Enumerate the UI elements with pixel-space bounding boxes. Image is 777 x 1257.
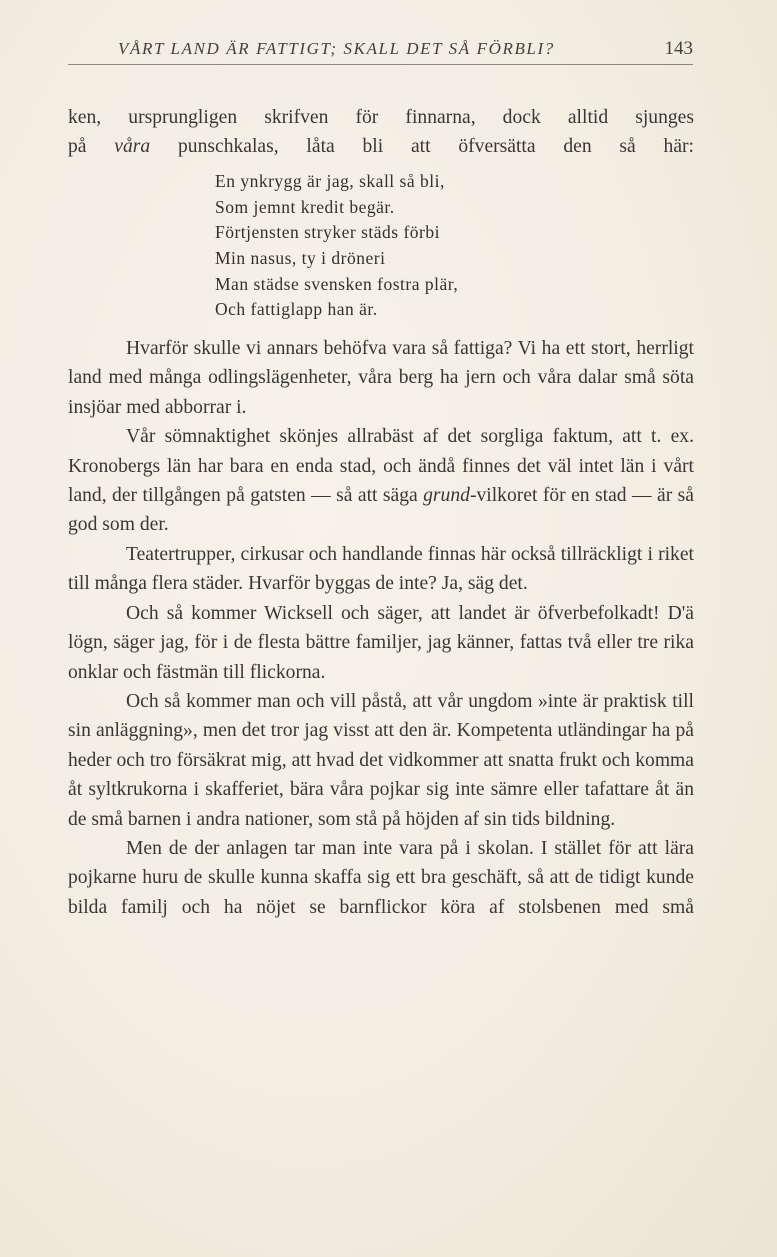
paragraph-4: Och så kommer Wicksell och säger, att landet är öfverbefolkadt! D'ä lögn, säger jag, för i de flesta bättre familjer, jag känner, fattas två eller tre rika onklar och fästmän till flickorna. <box>68 602 694 683</box>
page-number: 143 <box>664 38 693 59</box>
paragraph-2-end: -vilkoret för en stad — är så god som der. <box>68 485 694 536</box>
intro-paragraph <box>68 103 694 162</box>
paragraph-2-start: Vår sömnaktighet skönjes allrabäst af det sorgliga faktum, att t. ex. Kronobergs län har bara en enda stad, och ändå finnes det väl intet län i vårt land, der tillgången på gatsten — så att säga <box>68 426 694 507</box>
verse-block <box>215 169 694 323</box>
page-header <box>68 34 693 65</box>
paragraph-1: Hvarför skulle vi annars behöfva vara så fattiga? Vi ha ett stort, herrligt land med många odlingslägenheter, våra berg ha jern och våra dalar små söta insjöar med abborrar i. <box>68 338 694 418</box>
verse-line: En ynkrygg är jag, skall så bli, <box>215 170 445 191</box>
verse-line: Och fattiglapp han är. <box>215 299 378 320</box>
paragraph-3: Teatertrupper, cirkusar och handlande finnas här också tillräckligt i riket till många flera städer. Hvarför byggas de inte? Ja, säg det. <box>68 543 694 595</box>
paragraph-6: Men de der anlagen tar man inte vara på i skolan. I stället för att lära pojkarne huru de skulle kunna skaffa sig ett bra geschäft, så att de tidigt kunde bilda familj och ha nöjet se barnflickor köra af stolsbenen med små <box>68 837 694 918</box>
intro-line-1: ken, ursprungligen skrifven för finnarna, dock alltid sjunges <box>68 107 694 128</box>
paragraph-2 <box>68 422 694 540</box>
verse-line: Man städse svensken fostra plär, <box>215 273 459 294</box>
intro-line-2-end: punschkalas, låta bli att öfversätta den så här: <box>150 136 694 158</box>
verse-line: Som jemnt kredit begär. <box>215 196 395 217</box>
verse-line: Min nasus, ty i dröneri <box>215 247 386 268</box>
running-head: VÅRT LAND ÄR FATTIGT; SKALL DET SÅ FÖRBLI? <box>118 39 555 58</box>
intro-line-2-start: på <box>68 136 115 158</box>
intro-italic-word: våra <box>114 136 151 158</box>
paragraph-2-italic: grund <box>423 485 470 507</box>
body-text <box>68 103 694 922</box>
paragraph-5: Och så kommer man och vill påstå, att vår ungdom »inte är praktisk till sin anläggning», men det tror jag visst att den är. Kompetenta utländingar ha på heder och tro försäkrat mig, att hvad det vidkommer att snatta frukt och komma åt syltkrukorna i skafferiet, bära våra pojkar sig inte sämre eller tafattare åt än de små barnen i andra nationer, som stå på höjden af sin tids bildning. <box>68 690 694 830</box>
verse-line: Förtjensten stryker städs förbi <box>215 222 440 243</box>
